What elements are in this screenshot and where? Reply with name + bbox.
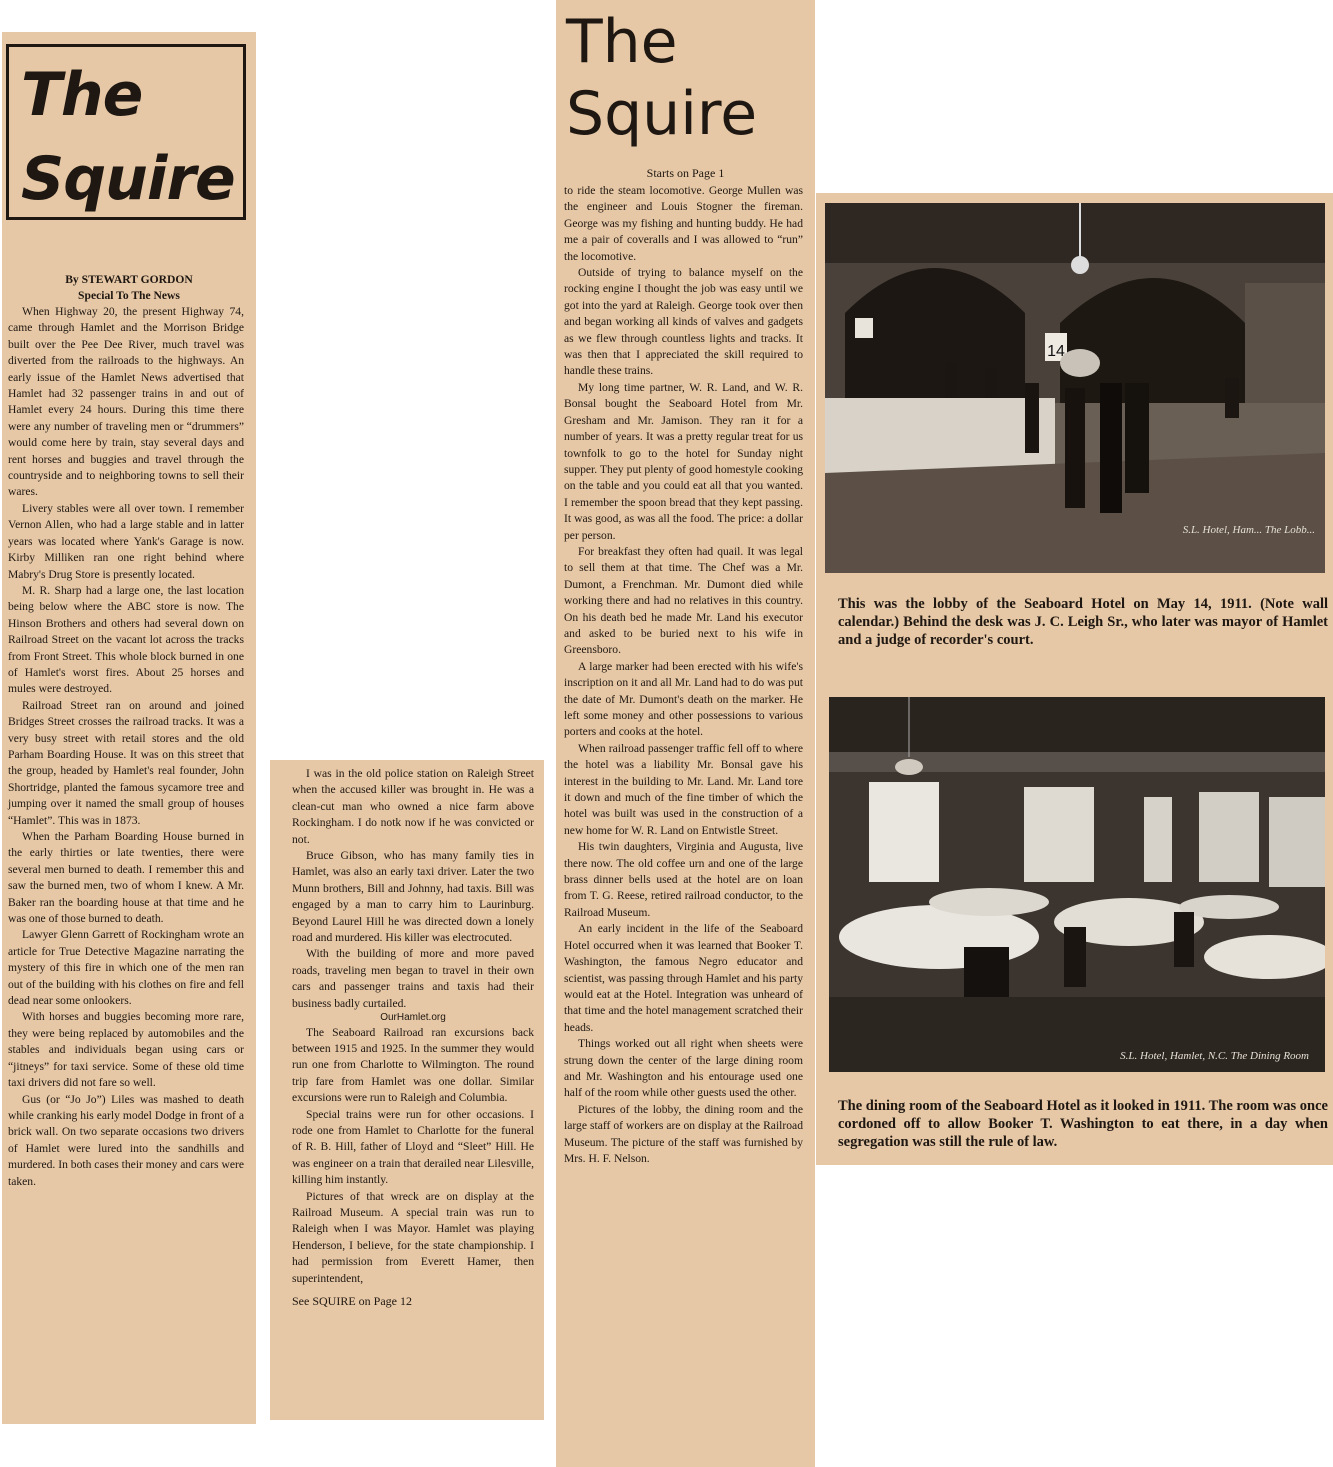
paragraph: I was in the old police station on Raleigh Street when the accused killer was brought in. He was a clean-cut man who owned a nice farm above Rockingham. I do notk now if he was convicted or not. xyxy=(292,767,534,846)
paragraph: Special trains were run for other occasions. I rode one from Hamlet to Charlotte for the funeral of R. B. Hill, father of Lloyd and “Sleet” Hill. He was engineer on a train that derailed near Lilesville, killing him instantly. xyxy=(292,1107,534,1187)
paragraph: Gus (or “Jo Jo”) Liles was mashed to death while cranking his early model Dodge in front of a brick wall. On two separate occasions two drivers of Hamlet were lured into the sandhills and murdered. In both cases their money and cars were taken. xyxy=(8,1092,244,1188)
paragraph: The Seaboard Railroad ran excursions back between 1915 and 1925. In the summer they would run one from Charlotte to Wilmington. The round trip fare from Hamlet was one dollar. Similar excursions were run to Raleigh and Columbia. xyxy=(292,1025,534,1105)
masthead-title-line2: Squire xyxy=(21,144,235,214)
watermark: OurHamlet.org xyxy=(380,1012,446,1024)
column-2 xyxy=(270,760,544,1420)
paragraph: Railroad Street ran on around and joined Bridges Street crosses the railroad tracks. It was a very busy street with retail stores and the old Parham Boarding House. It was on this street that the group, headed by Hamlet's real founder, John Shortridge, planted the famous sycamore tree and jumping over it named the small group of houses “Hamlet”. This was in 1873. xyxy=(8,698,244,827)
masthead-box xyxy=(6,44,246,220)
paragraph: Pictures of the lobby, the dining room and the large staff of workers are on display at the Railroad Museum. The picture of the staff was furnished by Mrs. H. F. Nelson. xyxy=(564,1102,803,1165)
paragraph: When railroad passenger traffic fell off to where the hotel was a liability Mr. Bonsal gave his interest in the building to Mr. Land. Mr. Land tore it down and much of the fine timber of which the hotel was built was used in the construction of a new home for W. R. Land on Entwistle Street. xyxy=(564,741,803,837)
paragraph: A large marker had been erected with his wife's inscription on it and all Mr. Land had to do was put the date of Mr. Dumont's death on the marker. He left some money and other possessions to various porters and cooks at the hotel. xyxy=(564,659,803,739)
column-1 xyxy=(2,32,256,1424)
paragraph: M. R. Sharp had a large one, the last location being below where the ABC store is now. The Hinson Brothers and others had several down on Railroad Street on the vacant lot across the tracks from Front Street. This whole block burned in one of Hamlet's worst fires. About 25 horses and mules were destroyed. xyxy=(8,583,244,696)
calendar-number: 14 xyxy=(1047,343,1065,360)
article-body-col3 xyxy=(556,183,815,1167)
lobby-caption: This was the lobby of the Seaboard Hotel on May 14, 1911. (Note wall calendar.) Behind the desk was J. C. Leigh Sr., who later was mayor of Hamlet and a judge of recorder's court. xyxy=(838,596,1328,648)
paragraph: Pictures of that wreck are on display at the Railroad Museum. A special train was run to Raleigh when I was Mayor. Hamlet was playing Henderson, I believe, for the state championship. I had permission from Everett Hamer, then superintendent, xyxy=(292,1189,534,1285)
paragraph: With the building of more and more paved roads, traveling men began to travel in their own cars and passenger trains and taxis had their business badly curtailed. xyxy=(292,947,534,1010)
paragraph: When Highway 20, the present Highway 74, came through Hamlet and the Morrison Bridge built over the Pee Dee River, much travel was diverted from the railroads to the highways. An early issue of the Hamlet News advertised that Hamlet had 32 passenger trains in and out of Hamlet every 24 hours. During this time there were any number of traveling men or “drummers” would come here by train, stay several days and rent horses and buggies and travel through the countryside and to neighboring towns to sell their wares. xyxy=(8,305,244,499)
paragraph: Bruce Gibson, who has many family ties in Hamlet, was also an early taxi driver. Later the two Munn brothers, Bill and Johnny, had taxis. Bill was engaged by a man to carry him to Laurinburg. Beyond Laurel Hill he was directed down a lonely road and murdered. His killer was electrocuted. xyxy=(292,849,534,945)
lobby-photo xyxy=(825,203,1325,573)
paragraph: An early incident in the life of the Seaboard Hotel occurred when it was learned that Booker T. Washington, the famous Negro educator and scientist, was passing through Hamlet and his party would eat at the Hotel. Integration was unheard of that time and the hotel management scratched their heads. xyxy=(564,922,803,1034)
paragraph: My long time partner, W. R. Land, and W. R. Bonsal bought the Seaboard Hotel from Mr. Gresham and Mr. Jamison. They ran it for a number of years. It was a pretty regular treat for us townfolk to go to the hotel for Sunday night supper. They put plenty of good homestyle cooking on the table and you could eat all that you wanted. I remember the spoon bread that they kept passing. It was good, as was all the food. The price: a dollar per person. xyxy=(564,380,803,542)
article-body-col1 xyxy=(2,304,256,1190)
continued-title-line1: The xyxy=(566,7,678,77)
continued-on-note: See SQUIRE on Page 12 xyxy=(292,1294,412,1308)
dining-photo xyxy=(829,697,1325,1072)
masthead-title-line1: The xyxy=(21,60,143,130)
dining-caption: The dining room of the Seaboard Hotel as it looked in 1911. The room was once cordoned off to allow Booker T. Washington to eat there, in a day when segregation was still the rule of law. xyxy=(838,1098,1328,1150)
paragraph: When the Parham Boarding House burned in the early thirties or late twenties, there were several men burned to death. I remember this and saw the burned men, two of whom I knew. A Mr. Baker ran the boarding house at that time and he was one of those burned to death. xyxy=(8,830,244,926)
paragraph: With horses and buggies becoming more rare, they were being replaced by automobiles and the stables and individuals began using cars or “jitneys” for taxi service. Some of these old time taxi drivers did not fare so well. xyxy=(8,1010,244,1090)
paragraph: Outside of trying to balance myself on the rocking engine I thought the job was easy until we got into the yard at Raleigh. George took over then and began working all kinds of valves and gadgets as we flew through countless lights and tracks. It was then that I appreciated the skill required to handle these trains. xyxy=(564,266,803,378)
lobby-photo-stamp: S.L. Hotel, Ham... The Lobb... xyxy=(1182,524,1315,536)
starts-on-page-note: Starts on Page 1 xyxy=(646,166,725,180)
continued-title-line2: Squire xyxy=(566,79,758,149)
column-3 xyxy=(556,0,815,1467)
byline-subtitle: Special To The News xyxy=(78,289,180,302)
paragraph: Things worked out all right when sheets were strung down the center of the large dining room and Mr. Washington and his entourage used one half of the room while other guests used the other. xyxy=(564,1037,803,1100)
paragraph: to ride the steam locomotive. George Mullen was the engineer and Louis Stogner the fireman. George was my fishing and hunting buddy. He had me a pair of coveralls and I was allowed to “run” the locomotive. xyxy=(564,184,803,263)
lobby-photo-image xyxy=(825,203,1325,573)
paragraph: His twin daughters, Virginia and Augusta, live there now. The old coffee urn and one of the large brass dinner bells used at the hotel are on loan from T. G. Reese, retired railroad conductor, to the Railroad Museum. xyxy=(564,840,803,919)
article-body-col2 xyxy=(270,760,544,1309)
dining-photo-stamp: S.L. Hotel, Hamlet, N.C. The Dining Room xyxy=(1120,1050,1309,1062)
paragraph: For breakfast they often had quail. It was legal to sell them at that time. The Chef was a Mr. Dumont, a Frenchman. Mr. Dumont died while working there and had no relatives in this country. On his death bed he made Mr. Land his executor and asked to be buried next to his wife in Greensboro. xyxy=(564,544,803,657)
paragraph: Livery stables were all over town. I remember Vernon Allen, who had a large stable and in latter years was located where Yank's Garage is now. Kirby Milliken ran one right behind where Mabry's Drug Store is presently located. xyxy=(8,501,244,581)
paragraph: Lawyer Glenn Garrett of Rockingham wrote an article for True Detective Magazine narrating the mystery of this fire in which one of the men ran out of the building with his clothes on fire and fell dead near some onlookers. xyxy=(8,928,244,1008)
byline: By STEWART GORDON xyxy=(65,273,193,286)
dining-photo-image xyxy=(829,697,1325,1072)
